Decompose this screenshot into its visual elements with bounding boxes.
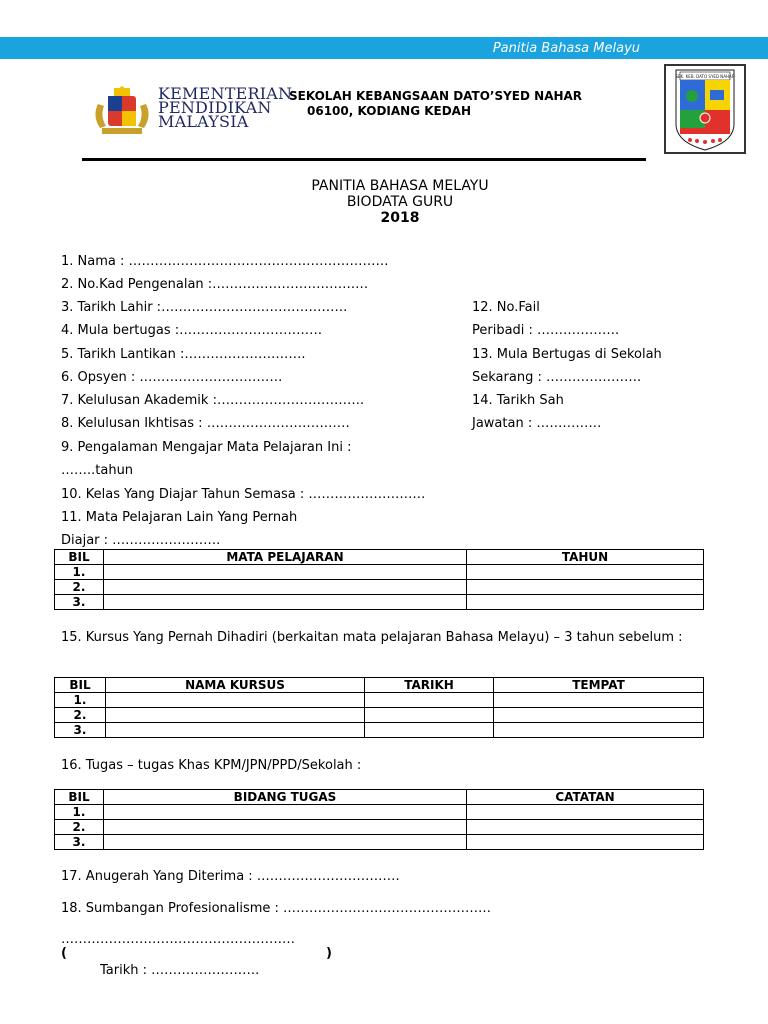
table-header: TARIKH — [365, 678, 494, 693]
row-number: 3. — [55, 835, 104, 850]
table-cell[interactable] — [104, 595, 467, 610]
table-header: CATATAN — [467, 790, 704, 805]
table-row — [55, 565, 704, 580]
table-row — [55, 820, 704, 835]
row-number: 3. — [55, 723, 106, 738]
table-row — [55, 835, 704, 850]
heading-line-1: PANITIA BAHASA MELAYU — [311, 178, 489, 194]
form-item-opsyen: 6. Opsyen : …………………………… — [61, 370, 283, 385]
form-item-no-kad: 2. No.Kad Pengenalan :……………………………… — [61, 277, 369, 292]
header-title: Panitia Bahasa Melayu — [492, 41, 640, 56]
table-cell[interactable] — [467, 565, 704, 580]
school-address: 06100, KODIANG KEDAH — [307, 104, 472, 118]
table-cell[interactable] — [106, 693, 365, 708]
table-row — [55, 580, 704, 595]
table-cell[interactable] — [467, 805, 704, 820]
form-item-sekarang: Sekarang : …………………. — [472, 370, 642, 385]
document-heading — [0, 178, 768, 226]
row-number: 3. — [55, 595, 104, 610]
table-header: TEMPAT — [494, 678, 704, 693]
svg-text:SEK. KEB. DATO SYED NAHAR: SEK. KEB. DATO SYED NAHAR — [675, 74, 735, 79]
form-item-kelas-diajar: 10. Kelas Yang Diajar Tahun Semasa : ……………………… — [61, 487, 426, 502]
table-row — [55, 805, 704, 820]
form-item-tarikh-lahir: 3. Tarikh Lahir :……………………………………. — [61, 300, 348, 315]
table-header: BIL — [55, 678, 106, 693]
table-row — [55, 595, 704, 610]
special-duties-table — [54, 789, 704, 850]
table-row — [55, 723, 704, 738]
table-cell[interactable] — [365, 693, 494, 708]
form-item-mata-pelajaran-lain: 11. Mata Pelajaran Lain Yang Pernah — [61, 510, 298, 525]
table-cell[interactable] — [104, 805, 467, 820]
form-item-tarikh-lantikan: 5. Tarikh Lantikan :………………………. — [61, 347, 306, 362]
table-cell[interactable] — [467, 835, 704, 850]
ministry-line-1: KEMENTERIAN — [158, 84, 293, 103]
form-item-tarikh-sah: 14. Tarikh Sah — [472, 393, 564, 408]
form-item-kelulusan-ikhtisas: 8. Kelulusan Ikhtisas : …………………………… — [61, 416, 350, 431]
table-cell[interactable] — [365, 708, 494, 723]
table-row — [55, 693, 704, 708]
table-cell[interactable] — [467, 595, 704, 610]
school-info — [289, 89, 582, 119]
table-cell[interactable] — [494, 723, 704, 738]
row-number: 1. — [55, 565, 104, 580]
courses-table — [54, 677, 704, 738]
form-item-peribadi: Peribadi : ………………. — [472, 323, 620, 338]
section-17-text: 17. Anugerah Yang Diterima : …………………………… — [61, 869, 400, 884]
signature-open-paren: ( — [61, 946, 67, 961]
table-header: TAHUN — [467, 550, 704, 565]
row-number: 2. — [55, 708, 106, 723]
ministry-line-2: PENDIDIKAN — [158, 98, 272, 117]
heading-line-2: BIODATA GURU — [346, 194, 454, 210]
table-cell[interactable] — [494, 708, 704, 723]
form-item-diajar: Diajar : ……………………. — [61, 533, 221, 548]
row-number: 1. — [55, 805, 104, 820]
table-header: MATA PELAJARAN — [104, 550, 467, 565]
table-cell[interactable] — [467, 580, 704, 595]
table-cell[interactable] — [494, 693, 704, 708]
school-name: SEKOLAH KEBANGSAAN DATO’SYED NAHAR — [289, 89, 583, 103]
table-row — [55, 708, 704, 723]
section-15-text: 15. Kursus Yang Pernah Dihadiri (berkaitan mata pelajaran Bahasa Melayu) – 3 tahun sebelum : — [61, 630, 683, 645]
ministry-name — [158, 84, 293, 131]
form-item-jawatan: Jawatan : …………… — [472, 416, 602, 431]
header-divider — [82, 158, 646, 161]
row-number: 2. — [55, 820, 104, 835]
section-18-text: 18. Sumbangan Profesionalisme : ………………………………………… — [61, 901, 492, 916]
form-item-nama: 1. Nama : …………………………………………………… — [61, 254, 389, 269]
form-item-mula-bertugas: 4. Mula bertugas :…………………………… — [61, 323, 323, 338]
table-cell[interactable] — [467, 820, 704, 835]
table-header: BIDANG TUGAS — [104, 790, 467, 805]
form-item-kelulusan-akademik: 7. Kelulusan Akademik :……………………………. — [61, 393, 365, 408]
subjects-table — [54, 549, 704, 610]
table-header: BIL — [55, 550, 104, 565]
table-cell[interactable] — [104, 835, 467, 850]
table-header: BIL — [55, 790, 104, 805]
section-16-text: 16. Tugas – tugas Khas KPM/JPN/PPD/Sekolah : — [61, 758, 362, 773]
school-badge-logo — [666, 66, 744, 152]
row-number: 1. — [55, 693, 106, 708]
table-cell[interactable] — [104, 565, 467, 580]
school-badge-frame — [664, 64, 746, 154]
table-cell[interactable] — [104, 820, 467, 835]
form-item-pengalaman-tahun: ……..tahun — [61, 463, 134, 478]
header-bar — [0, 37, 768, 59]
form-item-mula-bertugas-sekolah: 13. Mula Bertugas di Sekolah — [472, 347, 662, 362]
table-cell[interactable] — [106, 708, 365, 723]
ministry-crest-logo — [90, 86, 154, 136]
signature-date: Tarikh : ……………………. — [100, 963, 260, 978]
ministry-line-3: MALAYSIA — [158, 112, 249, 131]
table-cell[interactable] — [365, 723, 494, 738]
row-number: 2. — [55, 580, 104, 595]
form-item-no-fail: 12. No.Fail — [472, 300, 540, 315]
heading-year: 2018 — [380, 210, 420, 226]
table-cell[interactable] — [104, 580, 467, 595]
form-item-pengalaman: 9. Pengalaman Mengajar Mata Pelajaran Ini : — [61, 440, 352, 455]
signature-line: ……………………………………………… — [61, 932, 295, 947]
signature-close-paren: ) — [326, 946, 332, 961]
table-cell[interactable] — [106, 723, 365, 738]
table-header: NAMA KURSUS — [106, 678, 365, 693]
